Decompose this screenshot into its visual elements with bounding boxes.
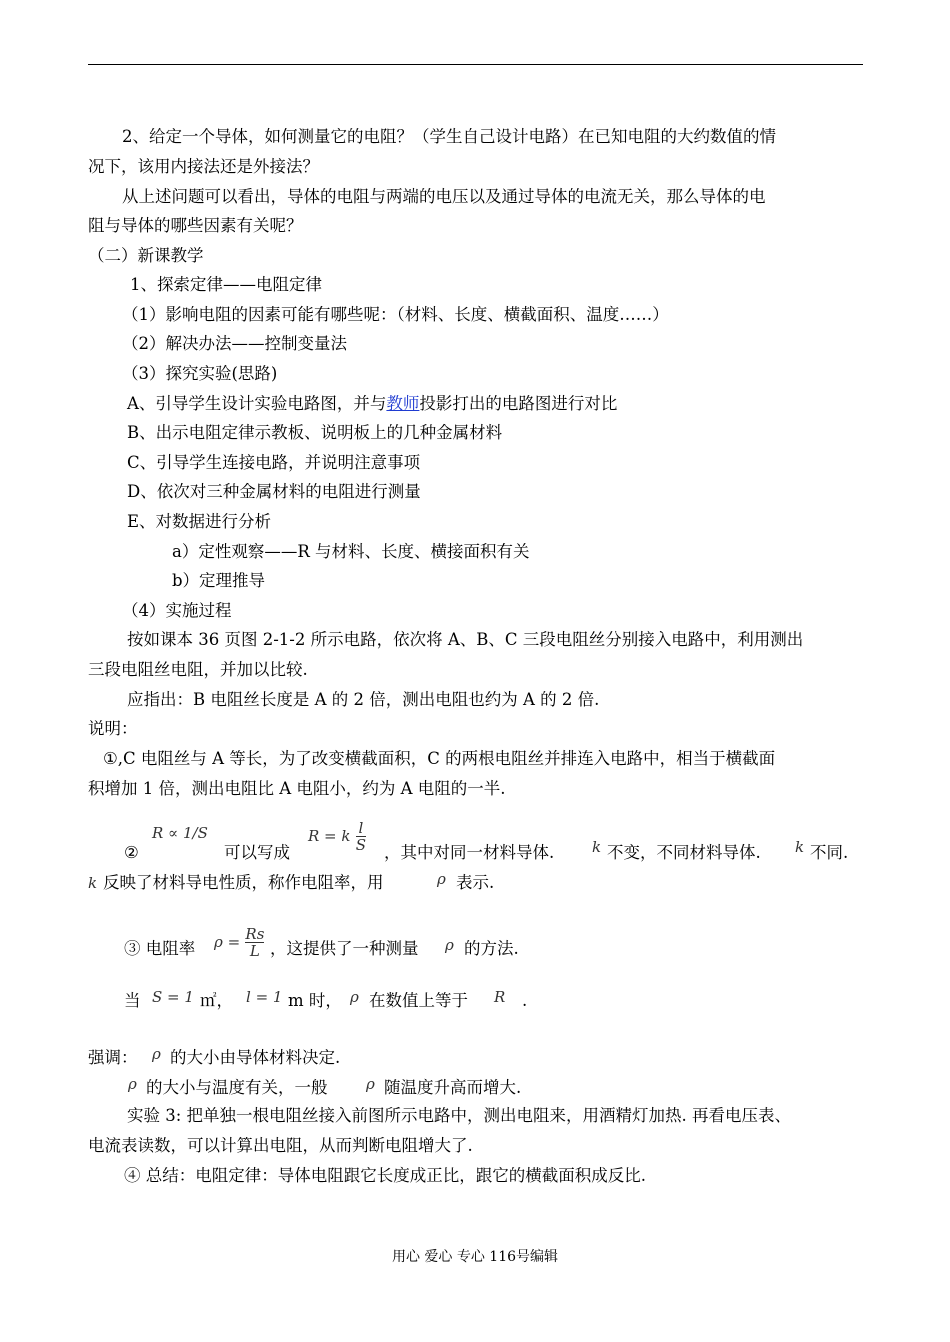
formula-r-kls	[308, 820, 366, 853]
text-line: ①,C 电阻丝与 A 等长，为了改变横截面积，C 的两根电阻丝并排连入电路中，相当于横截面	[103, 749, 776, 768]
fraction	[245, 926, 264, 959]
text-line: a）定性观察——R 与材料、长度、横接面积有关	[172, 542, 530, 561]
text-segment: 的方法.	[464, 939, 519, 958]
text-line: B、出示电阻定律示教板、说明板上的几种金属材料	[127, 423, 503, 442]
text-segment: .	[522, 991, 528, 1010]
text-line: 1、探索定律——电阻定律	[130, 275, 322, 294]
text-line: 电流表读数，可以计算出电阻，从而判断电阻增大了.	[88, 1136, 473, 1155]
numerator: l	[358, 819, 364, 837]
text-segment: 强调：	[88, 1048, 138, 1067]
numerator: Rs	[245, 925, 265, 943]
text-segment: 表示.	[456, 873, 495, 892]
text-line: 按如课本 36 页图 2-1-2 所示电路，依次将 A、B、C 三段电阻丝分别接入电路中，利用测出	[127, 630, 804, 649]
text-segment: ，其中对同一材料导体.	[384, 843, 555, 862]
fraction	[356, 820, 366, 853]
denominator: L	[249, 942, 260, 960]
formula-resistivity	[214, 926, 264, 959]
text-line: 阻与导体的哪些因素有关呢？	[88, 216, 303, 235]
text-line: 三段电阻丝电阻，并加以比较.	[88, 660, 308, 679]
formula-l-eq-1	[246, 986, 282, 1008]
text-line: 况下，该用内接法还是外接法？	[88, 157, 319, 176]
math-symbol: ρ	[366, 1075, 375, 1093]
header-rule	[88, 64, 863, 65]
text-line: b）定理推导	[172, 571, 266, 590]
formula-text: R ∝ 1/S	[152, 824, 208, 842]
symbol-rho	[128, 1073, 137, 1095]
text-segment: ，这提供了一种测量	[270, 939, 419, 958]
text-segment: ㎡，	[200, 991, 233, 1010]
page-footer: 用心 爱心 专心 116号编辑	[391, 1249, 559, 1265]
section-heading: （二）新课教学	[88, 246, 204, 265]
text-segment: m 时，	[288, 991, 342, 1010]
denominator: S	[355, 836, 367, 854]
symbol-rho	[366, 1073, 375, 1095]
text-line	[127, 393, 617, 415]
math-symbol: R	[494, 988, 506, 1006]
formula-r-proportional	[152, 822, 208, 844]
text-segment: 不变，不同材料导体.	[607, 843, 761, 862]
symbol-rho	[437, 868, 446, 890]
text-line: 从上述问题可以看出，导体的电阻与两端的电压以及通过导体的电流无关，那么导体的电	[122, 187, 766, 206]
text-segment: ③ 电阻率	[124, 939, 196, 958]
symbol-rho	[350, 986, 359, 1008]
text-segment: 反映了材料导电性质，称作电阻率，用	[103, 873, 384, 892]
formula-s-eq-1	[152, 986, 194, 1008]
text-segment: 当	[124, 991, 141, 1010]
text-line: 应指出：B 电阻丝长度是 A 的 2 倍，测出电阻也约为 A 的 2 倍.	[127, 690, 600, 709]
formula-text: ρ =	[214, 933, 241, 951]
symbol-rho	[152, 1043, 161, 1065]
math-symbol: ρ	[128, 1075, 137, 1093]
text-line: C、引导学生连接电路，并说明注意事项	[127, 453, 421, 472]
math-symbol: ρ	[350, 988, 359, 1006]
math-symbol: ρ	[445, 936, 454, 954]
text-line: （1）影响电阻的因素可能有哪些呢：（材料、长度、横截面积、温度……）	[122, 305, 669, 324]
text-segment: 的大小由导体材料决定.	[170, 1048, 341, 1067]
text-segment: A、引导学生设计实验电路图，并与	[127, 394, 387, 413]
math-symbol: k	[88, 874, 98, 892]
symbol-r	[494, 986, 505, 1008]
text-segment: 可以写成	[224, 843, 290, 862]
text-segment: ②	[124, 843, 139, 862]
teacher-link[interactable]: 教师	[386, 394, 420, 413]
text-line: 实验 3: 把单独一根电阻丝接入前图所示电路中，测出电阻来，用酒精灯加热. 再看电压表、	[127, 1106, 792, 1125]
text-line: （2）解决办法——控制变量法	[122, 334, 347, 353]
text-line: 说明：	[88, 719, 138, 738]
symbol-k	[88, 872, 97, 894]
formula-text: R = k	[308, 827, 351, 845]
text-line: 2、给定一个导体，如何测量它的电阻？（学生自己设计电路）在已知电阻的大约数值的情	[122, 127, 776, 146]
formula-text: l = 1	[246, 988, 283, 1006]
text-line: （3）探究实验(思路)	[122, 364, 278, 383]
math-symbol: ρ	[152, 1045, 161, 1063]
math-symbol: k	[795, 838, 805, 856]
text-line: E、对数据进行分析	[127, 512, 272, 531]
text-line: D、依次对三种金属材料的电阻进行测量	[127, 482, 421, 501]
symbol-rho	[445, 934, 454, 956]
symbol-k	[795, 836, 804, 858]
text-segment: 随温度升高而增大.	[384, 1078, 522, 1097]
math-symbol: k	[592, 838, 602, 856]
symbol-k	[592, 836, 601, 858]
text-segment: 不同.	[810, 843, 849, 862]
text-segment: 投影打出的电路图进行对比	[419, 394, 618, 413]
text-line: 积增加 1 倍，测出电阻比 A 电阻小，约为 A 电阻的一半.	[88, 779, 506, 798]
text-line: （4）实施过程	[122, 601, 232, 620]
text-line: ④ 总结：电阻定律：导体电阻跟它长度成正比，跟它的横截面积成反比.	[124, 1166, 646, 1185]
formula-text: S = 1	[152, 988, 194, 1006]
text-segment: 在数值上等于	[369, 991, 468, 1010]
text-segment: 的大小与温度有关，一般	[146, 1078, 328, 1097]
math-symbol: ρ	[437, 870, 446, 888]
